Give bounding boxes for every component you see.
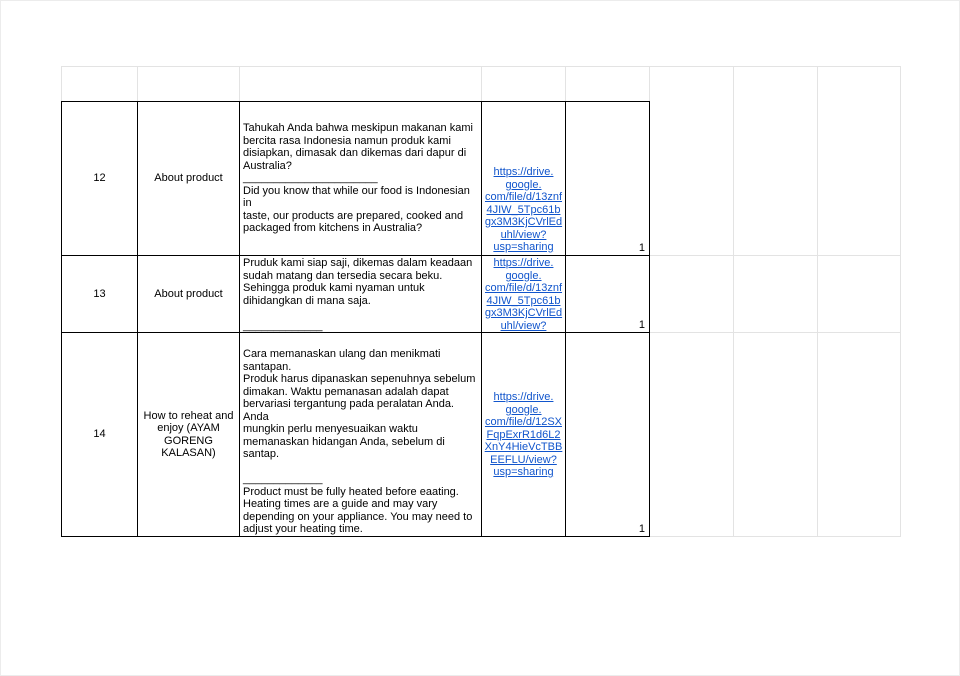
row-number: 14 <box>93 428 106 441</box>
row-number: 12 <box>93 172 106 185</box>
row-content-text: Cara memanaskan ulang dan menikmati santapan. Produk harus dipanaskan sepenuhnya sebelum dimakan. Waktu pemanasan adalah dapat bervariasi tergantung pada peralatan Anda. Anda mungkin perlu menyesuaikan waktu memanaskan hidangan Anda, sebelum di santap. _____________ Product must be fully heated before eaating. Heating times are a guide and may vary depending on your appliance. You may need to adjust your heating time. <box>243 348 476 535</box>
row-number: 13 <box>93 287 106 300</box>
drive-link[interactable]: https://drive. google. com/file/d/12SX FqpExrR1d6L2 XnY4HieVcTBB EEFLU/view? usp=sharing <box>484 391 563 478</box>
row-count: 1 <box>638 522 645 535</box>
row-count: 1 <box>638 318 645 331</box>
row-topic: How to reheat and enjoy (AYAM GORENG KALASAN) <box>143 409 234 459</box>
drive-link[interactable]: https://drive. google. com/file/d/13znf 4JIW_5Tpc61b gx3M3KjCVrlEd uhl/view? <box>484 257 563 332</box>
row-topic: About product <box>154 172 223 185</box>
row-count: 1 <box>638 241 645 254</box>
drive-link[interactable]: https://drive. google. com/file/d/13znf 4JIW_5Tpc61b gx3M3KjCVrlEd uhl/view? usp=sharing <box>484 166 563 253</box>
row-content-text: Pruduk kami siap saji, dikemas dalam keadaan sudah matang dan tersedia secara beku. Sehingga produk kami nyaman untuk dihidangkan di mana saja. _____________ <box>243 257 473 332</box>
row-topic: About product <box>154 287 223 300</box>
row-content-text: Tahukah Anda bahwa meskipun makanan kami bercita rasa Indonesia namun produk kami disiapkan, dimasak dan dikemas dari dapur di Australia? ______________________ Did you know that while our food is Indonesian in taste, our products are prepared, cooked and packaged from kitchens in Australia? <box>243 122 473 234</box>
